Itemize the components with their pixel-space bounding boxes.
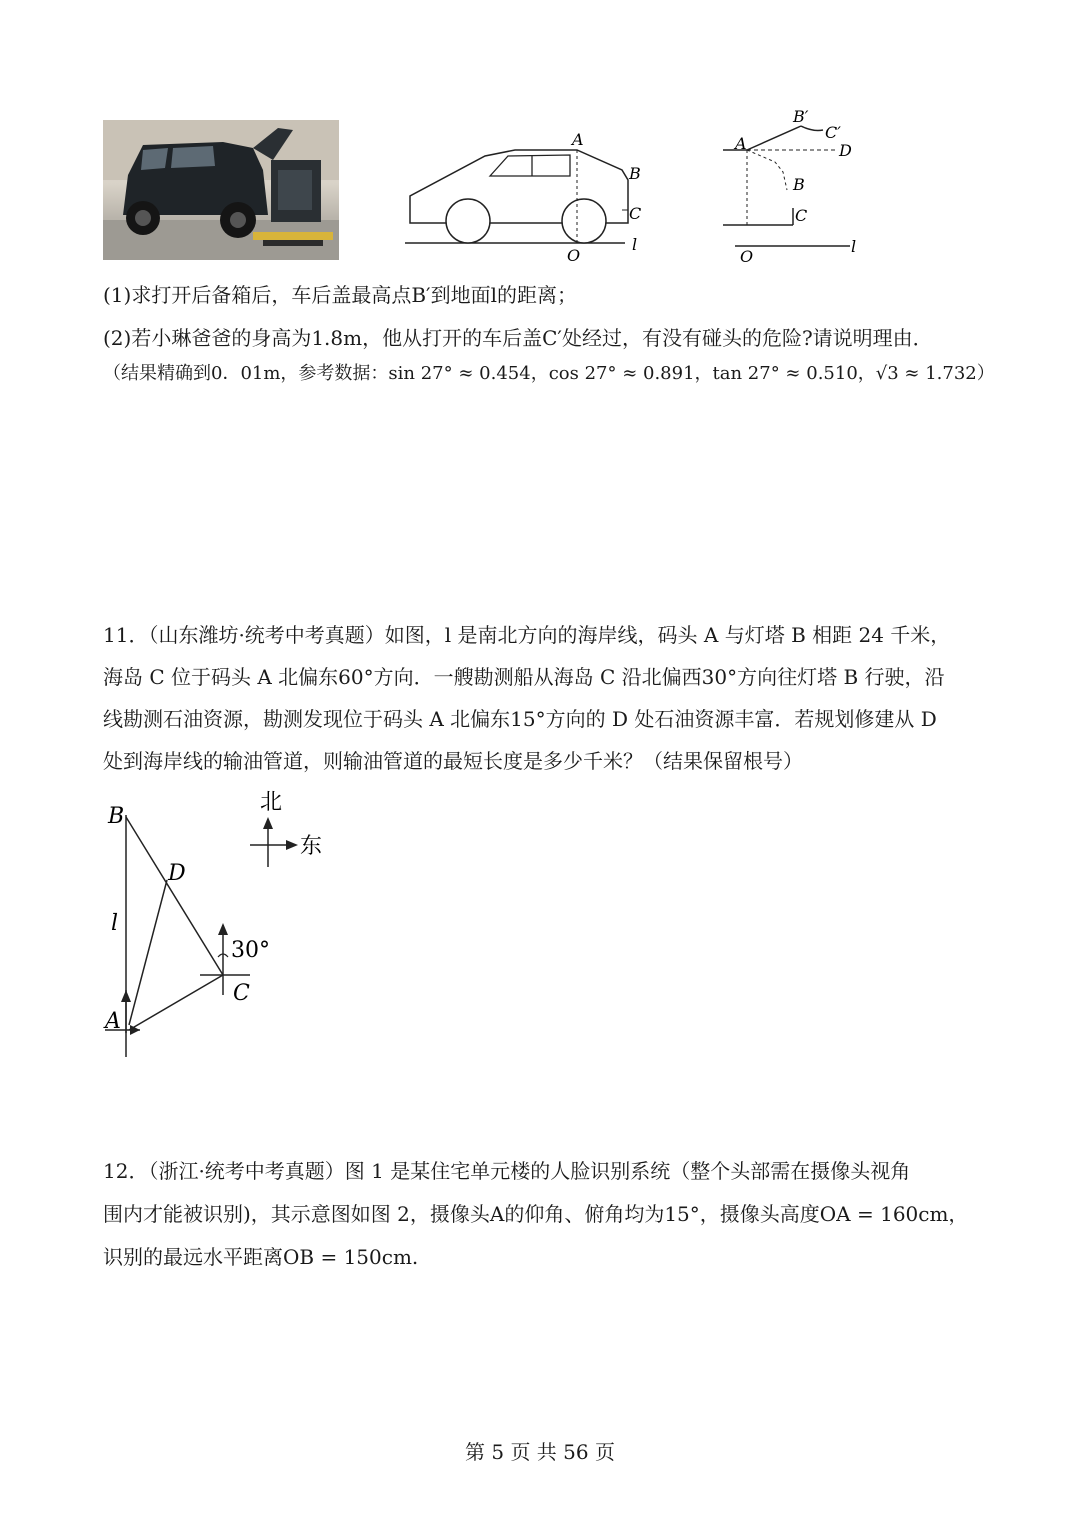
schem-label-o: O bbox=[740, 247, 754, 266]
q10-part1: (1)求打开后备箱后，车后盖最高点B′到地面l的距离； bbox=[103, 283, 577, 307]
q12-line-1: 12．（浙江·统考中考真题）图 1 是某住宅单元楼的人脸识别系统（整个头部需在摄像头视角 bbox=[103, 1159, 911, 1183]
q10-note: （结果精确到0．01m，参考数据：sin 27° ≈ 0.454，cos 27° ≈ 0.891，tan 27° ≈ 0.510，√3 ≈ 1.732） bbox=[103, 363, 995, 384]
schem-label-c: C bbox=[795, 206, 808, 225]
page-footer: 第 5 页 共 56 页 bbox=[465, 1440, 615, 1464]
coastline-diagram bbox=[100, 785, 340, 1070]
schem-label-b: B bbox=[793, 175, 805, 194]
label-angle-30: 30° bbox=[231, 938, 270, 963]
label-d: D bbox=[168, 861, 186, 886]
label-l: l bbox=[111, 911, 119, 936]
schem-label-b-prime: B′ bbox=[793, 107, 809, 126]
q11-line-1: 11．（山东潍坊·统考中考真题）如图，l 是南北方向的海岸线，码头 A 与灯塔 B 相距 24 千米， bbox=[103, 623, 951, 647]
car-label-l: l bbox=[632, 235, 638, 254]
suv-photo bbox=[103, 120, 339, 260]
label-north: 北 bbox=[260, 790, 283, 815]
car-label-c: C bbox=[629, 204, 642, 223]
schem-label-d: D bbox=[839, 141, 852, 160]
schem-label-l: l bbox=[851, 237, 857, 256]
trunk-schematic bbox=[715, 100, 875, 270]
q11-line-4: 处到海岸线的输油管道，则输油管道的最短长度是多少千米？（结果保留根号） bbox=[103, 749, 803, 773]
label-b: B bbox=[108, 804, 125, 829]
label-a: A bbox=[105, 1009, 121, 1034]
q12-line-3: 识别的最远水平距离OB = 150cm. bbox=[103, 1245, 419, 1269]
label-c: C bbox=[233, 981, 250, 1006]
q11-line-3: 线勘测石油资源，勘测发现位于码头 A 北偏东15°方向的 D 处石油资源丰富．若规划修建从 D bbox=[103, 707, 937, 731]
label-east: 东 bbox=[300, 834, 323, 859]
car-label-a: A bbox=[572, 130, 584, 149]
schem-label-c-prime: C′ bbox=[825, 123, 841, 142]
schem-label-a: A bbox=[735, 134, 747, 153]
car-label-o: O bbox=[567, 246, 581, 265]
q11-line-2: 海岛 C 位于码头 A 北偏东60°方向．一艘勘测船从海岛 C 沿北偏西30°方向往灯塔 B 行驶，沿 bbox=[103, 665, 945, 689]
car-diagram bbox=[400, 120, 660, 270]
q10-part2: (2)若小琳爸爸的身高为1.8m，他从打开的车后盖C′处经过，有没有碰头的危险?请说明理由． bbox=[103, 326, 933, 350]
car-label-b: B bbox=[629, 164, 641, 183]
q12-line-2: 围内才能被识别)，其示意图如图 2，摄像头A的仰角、俯角均为15°，摄像头高度OA = 160cm， bbox=[103, 1202, 969, 1226]
